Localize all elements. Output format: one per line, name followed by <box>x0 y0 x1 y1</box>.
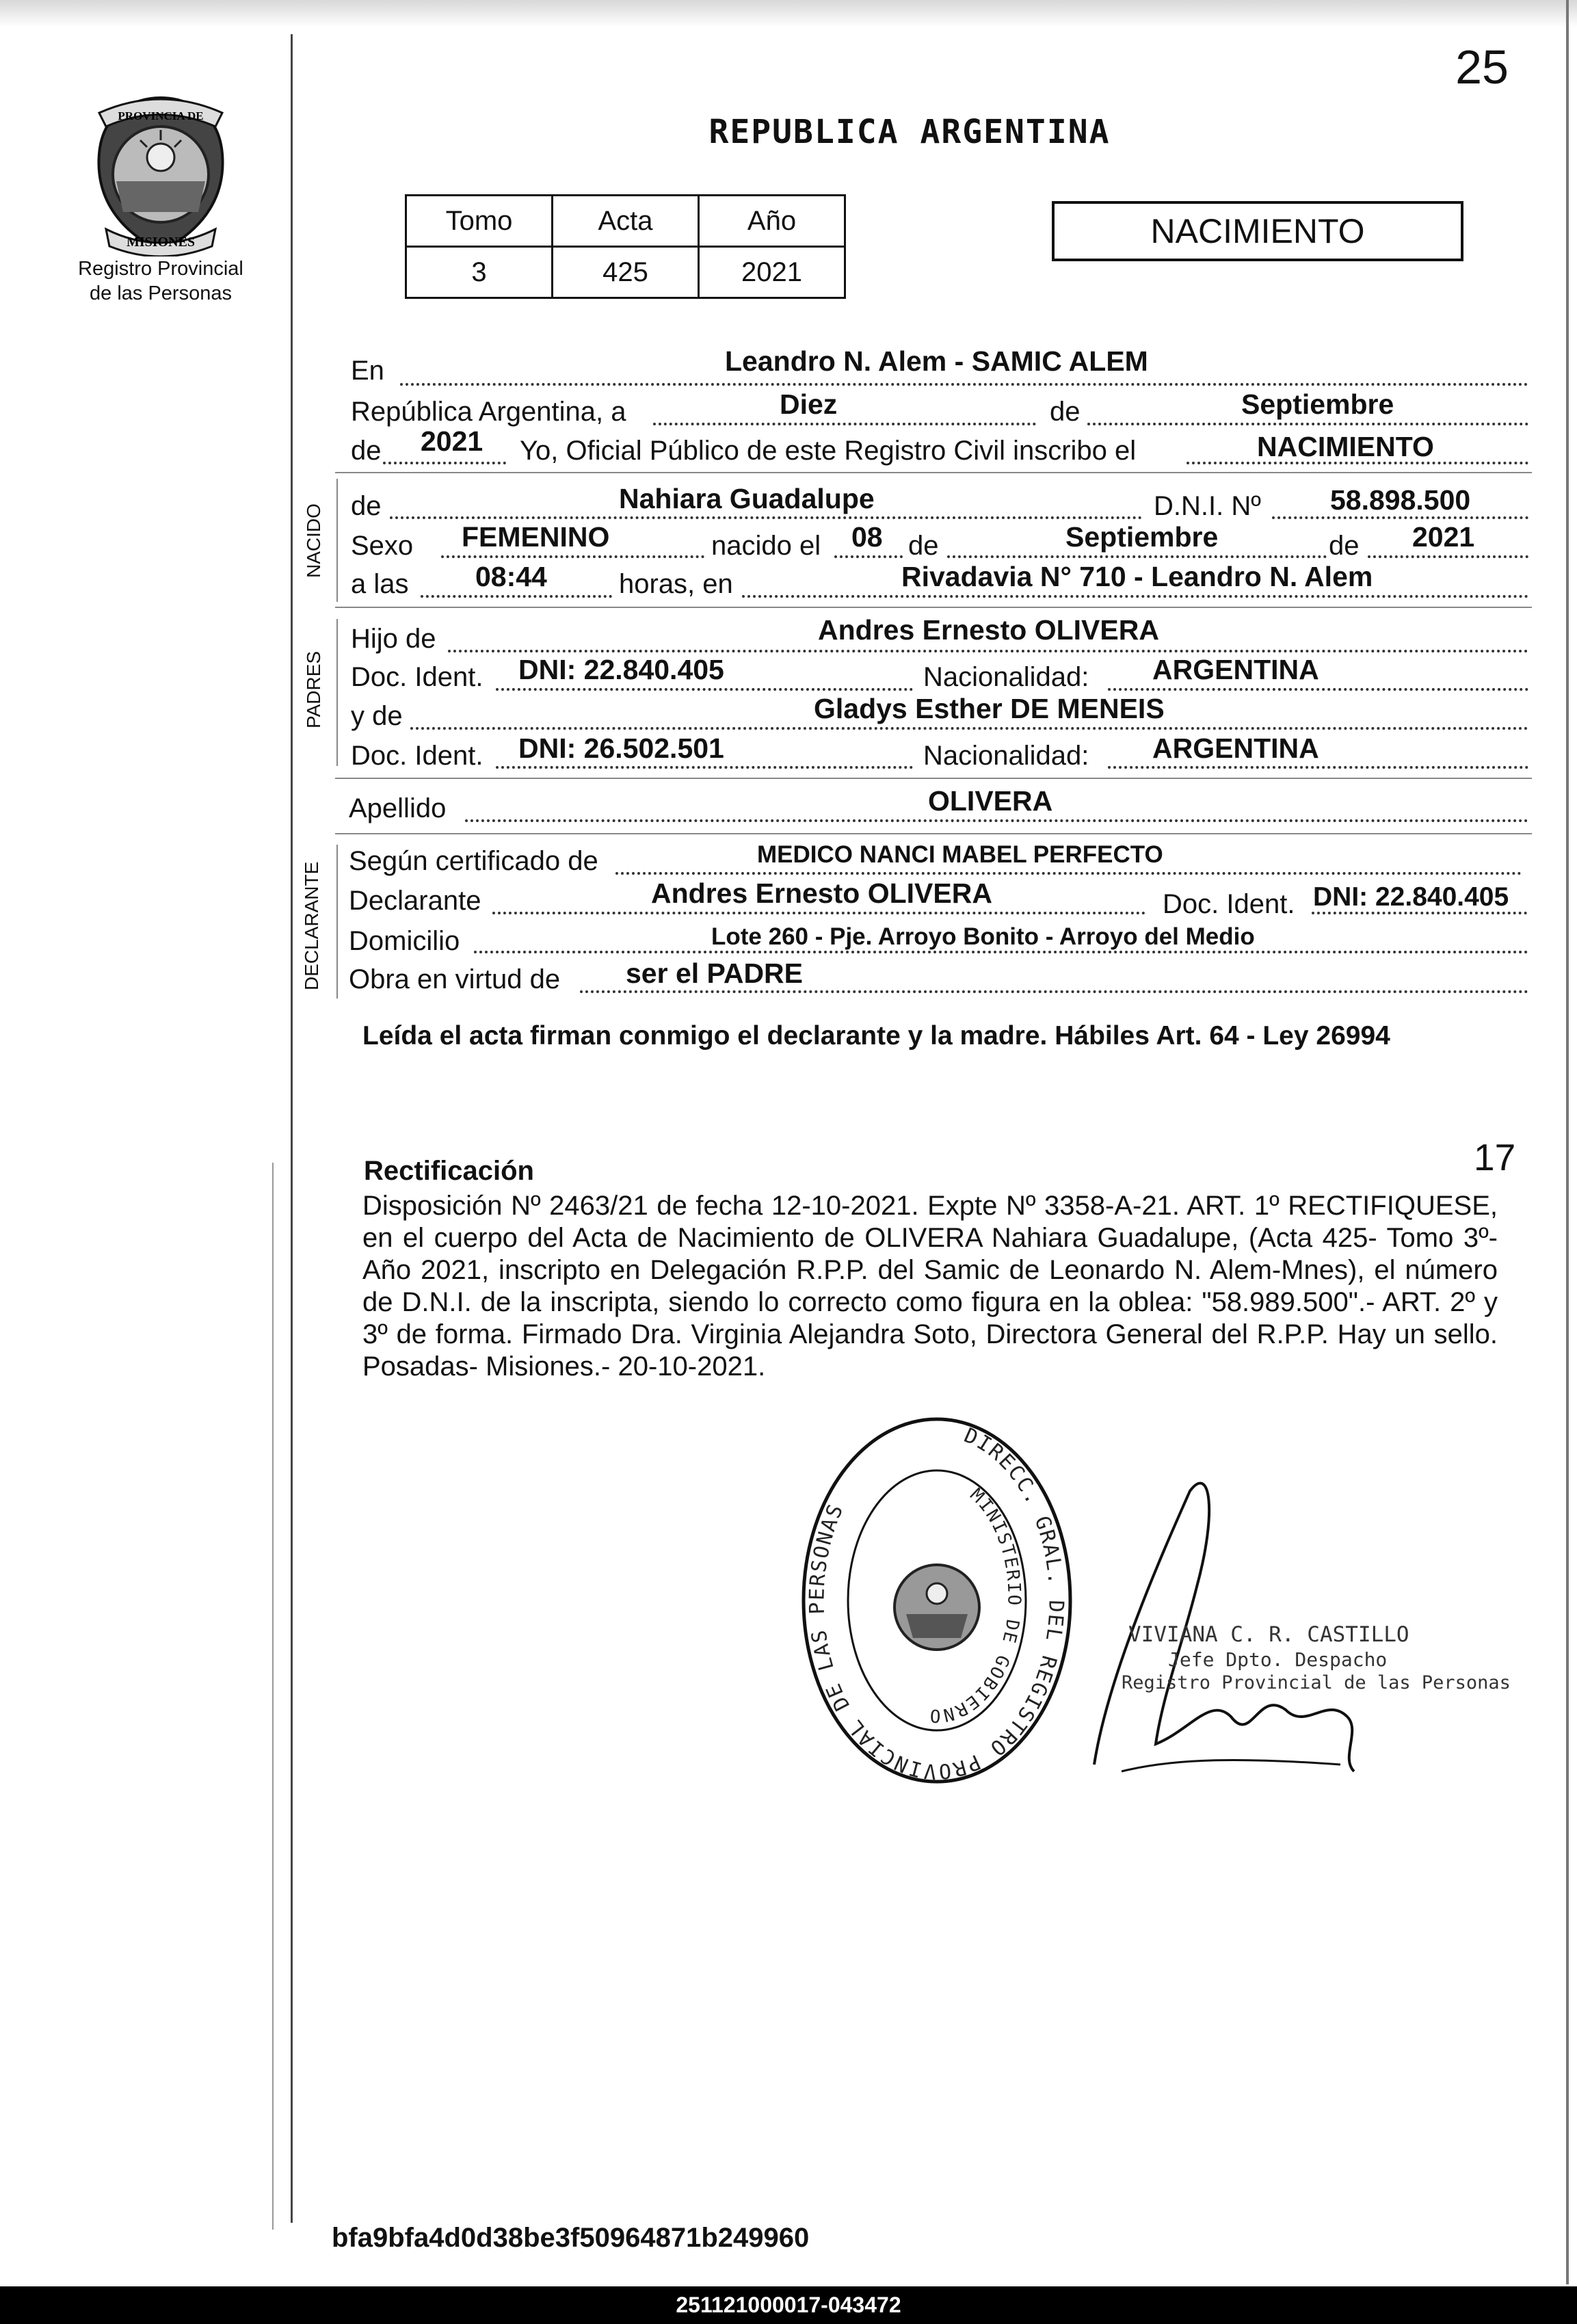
obra-value: ser el PADRE <box>626 958 804 989</box>
madre-doc-dots <box>496 766 913 769</box>
dni-value: 58.898.500 <box>1330 484 1471 516</box>
hijo-de-label: Hijo de <box>351 624 436 654</box>
declarante-label: Declarante <box>349 886 481 916</box>
anio-dots <box>383 462 506 464</box>
declarante-side-label: DECLARANTE <box>301 861 322 990</box>
dia-nac-value: 08 <box>851 521 883 553</box>
declarante-doc-value: DNI: 22.840.405 <box>1313 882 1509 912</box>
seal-inner-text: MINISTERIO DE GOBIERNO <box>928 1484 1024 1726</box>
logo-top-text: PROVINCIA DE <box>118 109 204 122</box>
padre-value: Andres Ernesto OLIVERA <box>818 614 1159 646</box>
mes-dots <box>1087 423 1528 425</box>
padres-bracket <box>336 619 338 766</box>
nacido-el-label: nacido el <box>711 531 821 561</box>
mes-nac-value: Septiembre <box>1065 521 1219 553</box>
domicilio-value: Lote 260 - Pje. Arroyo Bonito - Arroyo del Medio <box>711 923 1255 950</box>
certificado-value: MEDICO NANCI MABEL PERFECTO <box>757 841 1163 868</box>
divider-2 <box>335 607 1532 608</box>
official-seal <box>793 1409 1081 1792</box>
nombre-dots <box>390 516 1142 519</box>
padre-doc-label: Doc. Ident. <box>351 662 483 692</box>
document-title: REPUBLICA ARGENTINA <box>708 113 1111 151</box>
dia-value: Diez <box>780 388 838 420</box>
acta-value: 425 <box>553 247 699 298</box>
nacido-side-label: NACIDO <box>303 503 324 578</box>
divider-3 <box>335 778 1532 779</box>
en-value: Leandro N. Alem - SAMIC ALEM <box>725 345 1148 377</box>
stamp-office: Registro Provincial de las Personas <box>1122 1672 1511 1693</box>
anio-text: 2021 <box>421 425 483 457</box>
declarante-bracket <box>336 845 338 999</box>
padre-dots <box>448 650 1528 652</box>
logo-bottom-text: MISIONES <box>126 235 196 250</box>
nacido-de-label: de <box>351 491 382 521</box>
right-edge-line <box>1566 0 1569 2284</box>
sexo-value: FEMENINO <box>462 521 610 553</box>
dni-label: D.N.I. Nº <box>1154 491 1261 521</box>
domicilio-label: Domicilio <box>349 926 460 956</box>
apellido-value: OLIVERA <box>928 785 1053 817</box>
rectificacion-number: 17 <box>1474 1136 1516 1178</box>
rectificacion-heading: Rectificación <box>364 1156 534 1186</box>
yo-label: Yo, Oficial Público de este Registro Civil inscribo el <box>520 436 1137 466</box>
de2-label: de <box>351 436 382 466</box>
stamp-title: Jefe Dpto. Despacho <box>1168 1648 1388 1671</box>
madre-value: Gladys Esther DE MENEIS <box>814 693 1165 724</box>
hora-value: 08:44 <box>475 561 547 592</box>
inscribo-value: NACIMIENTO <box>1257 431 1434 462</box>
mes-nac-dots <box>947 555 1327 558</box>
mes-value: Septiembre <box>1241 388 1394 420</box>
padre-nac-value: ARGENTINA <box>1152 654 1319 685</box>
rectificacion-body: Disposición Nº 2463/21 de fecha 12-10-2021. Expte Nº 3358-A-21. ART. 1º RECTIFIQUESE, en el cuerpo del Acta de Nacimiento de OLIVERA Nahiara Guadalupe, (Acta 425- Tomo 3º- Año 2021, inscripto en Delegación R.P.P. del Samic de Leonardo N. Alem-Mnes), el número de D.N.I. de la inscripta, siendo lo correcto como figura en la oblea: "58.989.500".- ART. 2º y 3º de forma. Firmado Dra. Virginia Alejandra Soto, Directora General del R.P.P. Hay un sello. Posadas- Misiones.- 20-10-2021. <box>362 1191 1498 1382</box>
obra-label: Obra en virtud de <box>349 964 561 994</box>
anio-nac-value: 2021 <box>1412 521 1475 553</box>
acta-header: Acta <box>553 196 699 247</box>
madre-doc-value: DNI: 26.502.501 <box>518 732 724 764</box>
margin-line-lower <box>272 1163 274 2230</box>
republica-label: República Argentina, a <box>351 397 626 427</box>
anio-value: 2021 <box>699 247 845 298</box>
dia-dots <box>653 423 1036 425</box>
seal-outer-text: DIRECC. GRAL. DEL REGISTRO PROVINCIAL DE LAS PERSONAS <box>805 1423 1068 1784</box>
dni-dots <box>1272 516 1528 519</box>
scan-top-shadow <box>0 0 1577 27</box>
horas-en-label: horas, en <box>619 569 733 599</box>
obra-dots <box>580 990 1528 993</box>
document-hash: bfa9bfa4d0d38be3f50964871b249960 <box>332 2223 810 2253</box>
nombre-value: Nahiara Guadalupe <box>619 483 875 514</box>
lugar-value: Rivadavia N° 710 - Leandro N. Alem <box>901 561 1373 592</box>
tomo-value: 3 <box>406 247 553 298</box>
madre-nac-dots <box>1108 766 1528 769</box>
declarante-dots <box>492 912 1145 914</box>
certificado-label: Según certificado de <box>349 846 598 876</box>
provincia-misiones-logo <box>85 92 236 256</box>
lugar-dots <box>742 595 1528 598</box>
madre-nac-value: ARGENTINA <box>1152 732 1319 764</box>
declarante-value: Andres Ernesto OLIVERA <box>651 877 992 909</box>
sexo-label: Sexo <box>351 531 414 561</box>
dia-nac-dots <box>834 555 903 558</box>
nacido-bracket <box>336 479 338 602</box>
anio-nac-dots <box>1368 555 1528 558</box>
domicilio-dots <box>474 951 1528 953</box>
en-dots <box>400 383 1528 386</box>
padre-nac-dots <box>1108 688 1528 691</box>
logo-caption-line2: de las Personas <box>90 282 232 304</box>
logo-caption <box>65 256 256 306</box>
padre-doc-value: DNI: 22.840.405 <box>518 654 724 685</box>
anio-header: Año <box>699 196 845 247</box>
page-number: 25 <box>1455 40 1509 94</box>
padre-nac-label: Nacionalidad: <box>923 662 1089 692</box>
divider-1 <box>335 472 1532 473</box>
nacido-de2-label: de <box>908 531 939 561</box>
margin-line <box>291 34 293 2223</box>
leida-statement: Leída el acta firman conmigo el declarante y la madre. Hábiles Art. 64 - Ley 26994 <box>362 1021 1390 1051</box>
de-label: de <box>1050 397 1081 427</box>
madre-dots <box>410 727 1528 730</box>
hora-dots <box>421 595 612 598</box>
padres-side-label: PADRES <box>303 650 324 728</box>
tomo-header: Tomo <box>406 196 553 247</box>
declarante-doc-label: Doc. Ident. <box>1163 889 1295 919</box>
logo-caption-line1: Registro Provincial <box>78 258 243 280</box>
y-de-label: y de <box>351 701 403 731</box>
apellido-dots <box>465 819 1528 822</box>
doc-type-box: NACIMIENTO <box>1052 201 1463 261</box>
stamp-name: VIVIANA C. R. CASTILLO <box>1128 1622 1409 1647</box>
alas-label: a las <box>351 569 409 599</box>
padre-doc-dots <box>496 688 913 691</box>
madre-nac-label: Nacionalidad: <box>923 741 1089 771</box>
madre-doc-label: Doc. Ident. <box>351 741 483 771</box>
footer-code: 251121000017-043472 <box>0 2286 1577 2324</box>
sexo-dots <box>441 555 704 558</box>
apellido-label: Apellido <box>349 793 447 823</box>
divider-4 <box>335 833 1532 834</box>
en-label: En <box>351 356 384 386</box>
nacido-de3-label: de <box>1329 531 1360 561</box>
certificado-dots <box>615 872 1522 875</box>
acta-table <box>405 194 846 299</box>
